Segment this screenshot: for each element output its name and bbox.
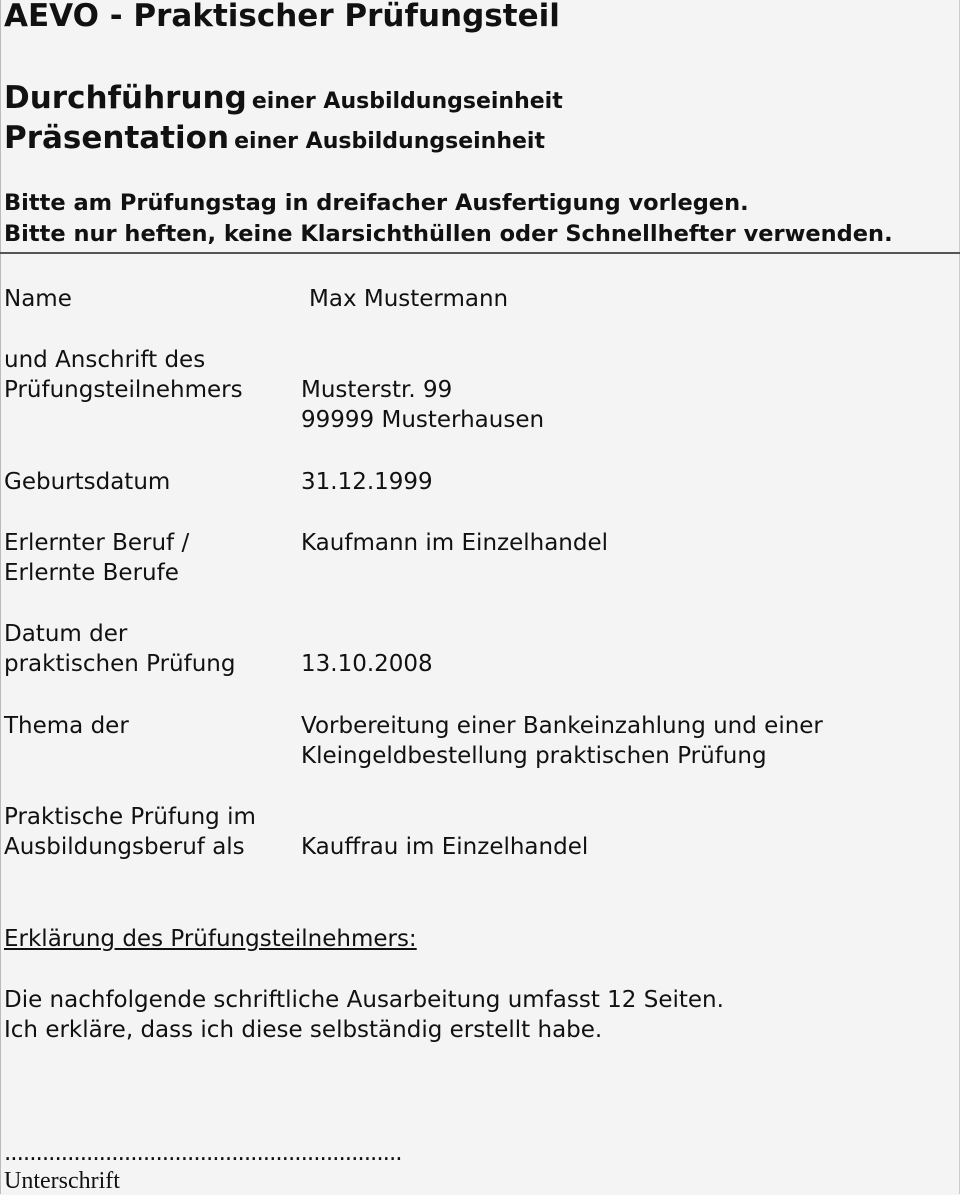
address-value-city: 99999 Musterhausen [301,407,545,433]
address-value-street: Musterstr. 99 [301,377,453,403]
instruction-note-2: Bitte nur heften, keine Klarsichthüllen oder Schnellhefter verwenden. [4,221,893,247]
heading-praesentation [4,120,545,156]
topic-label: Thema der [4,713,129,739]
header-divider [0,252,960,254]
birthdate-label: Geburtsdatum [4,469,171,495]
signature-line: ............................................................... [4,1140,402,1166]
exam-profession-label-line2: Ausbildungsberuf als [4,834,245,860]
signature-label: Unterschrift [4,1168,120,1194]
heading-praesentation-small: einer Ausbildungseinheit [234,129,545,154]
topic-value-line2: Kleingeldbestellung praktischen Prüfung [301,743,767,769]
heading-praesentation-big: Präsentation [4,120,230,156]
declaration-line2: Ich erkläre, dass ich diese selbständig erstellt habe. [4,1017,603,1043]
document-title: AEVO - Praktischer Prüfungsteil [4,0,560,34]
name-value: Max Mustermann [309,286,509,312]
birthdate-value: 31.12.1999 [301,469,433,495]
heading-durchfuehrung [4,80,563,116]
address-label-line1: und Anschrift des [4,347,206,373]
profession-value: Kaufmann im Einzelhandel [301,530,609,556]
profession-label-line1: Erlernter Beruf / [4,530,190,556]
exam-date-value: 13.10.2008 [301,651,433,677]
exam-profession-label-line1: Praktische Prüfung im [4,804,256,830]
exam-date-label-line2: praktischen Prüfung [4,651,236,677]
page-border-left [0,0,1,1194]
exam-profession-value: Kauffrau im Einzelhandel [301,834,589,860]
address-label-line2: Prüfungsteilnehmers [4,377,243,403]
topic-value-line1: Vorbereitung einer Bankeinzahlung und einer [301,713,823,739]
profession-label-line2: Erlernte Berufe [4,560,179,586]
name-label: Name [4,286,72,312]
declaration-line1: Die nachfolgende schriftliche Ausarbeitung umfasst 12 Seiten. [4,987,724,1013]
heading-durchfuehrung-small: einer Ausbildungseinheit [251,89,563,114]
instruction-note-1: Bitte am Prüfungstag in dreifacher Ausfertigung vorlegen. [4,190,749,216]
declaration-heading: Erklärung des Prüfungsteilnehmers: [4,926,417,952]
heading-durchfuehrung-big: Durchführung [4,80,247,116]
exam-date-label-line1: Datum der [4,621,128,647]
